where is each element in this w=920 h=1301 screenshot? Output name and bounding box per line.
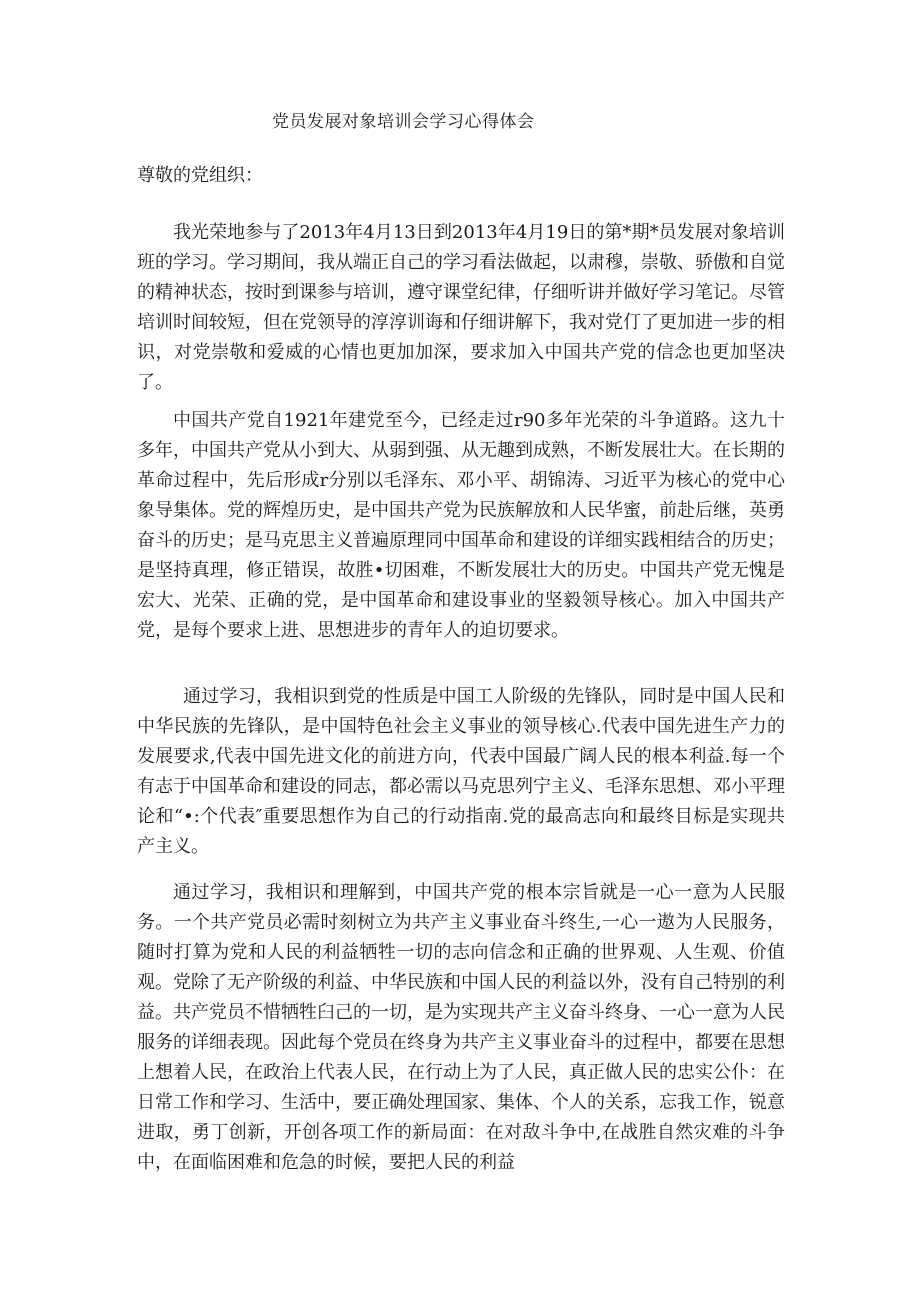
document-title: 党员发展对象培训会学习心得体会 [272, 112, 535, 132]
salutation: 尊敬的党组织： [137, 165, 263, 186]
paragraph-4: 通过学习，我相识和理解到，中国共产党的根本宗旨就是一心一意为人民服务。一个共产党员必需时刻树立为共产主义事业奋斗终生,一心一遨为人民服务，随时打算为党和人民的利益牺牲一切的志向信念和正确的世界观、人生观、价值观。党除了无产阶级的利益、中华民族和中国人民的利益以外，没有自己特别的利益。共产党员不惜牺牲臼己的一切，是为实现共产主义奋斗终身、一心一意为人民服务的详细表现。因此每个党员在终身为共产主义事业奋斗的过程中，都要在思想上想着人民，在政治上代表人民，在行动上为了人民，真正做人民的忠实公仆：在日常工作和学习、生活中，要正确处理国家、集体、个人的关系，忘我工作，锐意进取，勇丁创新，开创各项工作的新局面：在对敌斗争中,在战胜自然灾难的斗争中，在面临困难和危急的时候，要把人民的利益 [137, 882, 785, 1173]
paragraph-3: 通过学习，我相识到党的性质是中国工人阶级的先锋队，同时是中国人民和中华民族的先锋队，是中国特色社会主义事业的领导核心.代表中国先进生产力的发展要求,代表中国先进文化的前进方向，代表中国最广阔人民的根本利益.每一个有志于中国革命和建设的同志，都必需以马克思列宁主义、毛泽东思想、邓小平理论和“•:个代表″重要思想作为自己的行动指南.党的最高志向和最终目标是实现共产主义。 [137, 686, 785, 857]
paragraph-1: 我光荣地参与了2013年4月13日到2013年4月19日的第*期*员发展对象培训班的学习。学习期间，我从端正自己的学习看法做起，以肃穆，崇敬、骄傲和自觉的精神状态，按时到课参与培训，遵守课堂纪律，仔细听讲并做好学习笔记。尽管培训时间较短，但在党领导的淳淳训诲和仔细讲解下，我对党仃了更加进一步的相识，对党崇敬和爱威的心情也更加加深，要求加入中国共产党的信念也更加坚决了。 [137, 222, 785, 393]
paragraph-2: 中国共产党自1921年建党至今，已经走过r90多年光荣的斗争道路。这九十多年，中国共产党从小到大、从弱到强、从无趣到成熟，不断发展壮大。在长期的革命过程中，先后形成r分别以毛泽东、邓小平、胡锦涛、习近平为核心的党中心象导集体。党的辉煌历史，是中国共产党为民族解放和人民华蜜，前赴后继，英勇奋斗的历史；是马克思主义普遍原理同中国革命和建设的详细实践相结合的历史；是坚持真理，修正错误，故胜•切困难，不断发展壮大的历史。中国共产党无愧是宏大、光荣、正确的党，是中国革命和建设事业的坚毅领导核心。加入中国共产党，是每个要求上进、思想进步的青年人的迫切要求。 [137, 410, 785, 641]
